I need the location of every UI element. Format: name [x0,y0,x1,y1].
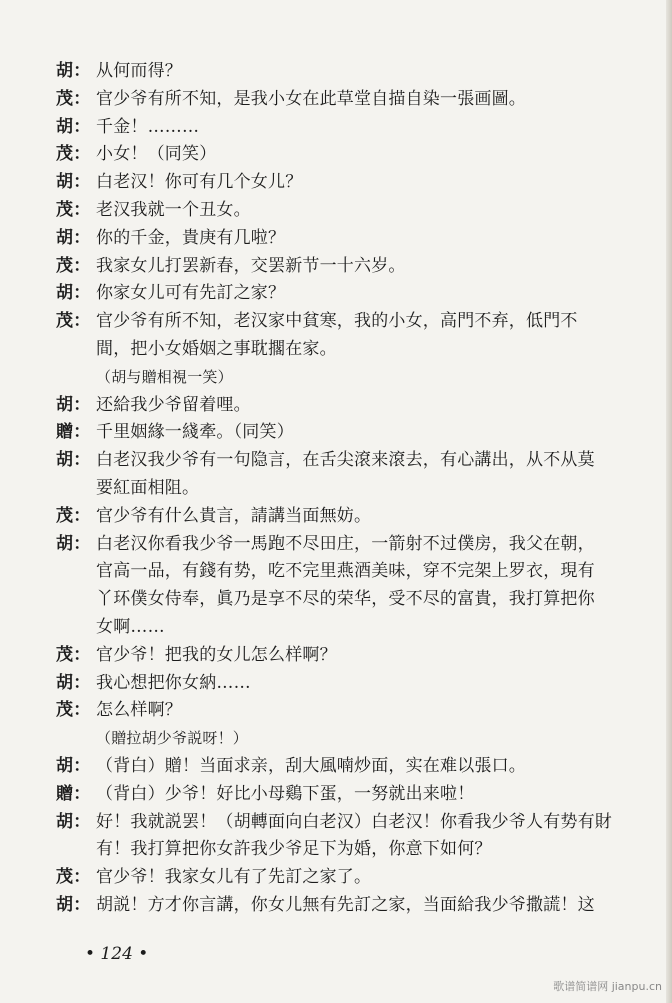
dialogue-line [56,614,656,642]
line-text: 有！我打算把你女許我少爷足下为婚，你意下如何？ [96,839,492,860]
speaker-label: 胡： [56,755,91,776]
dialogue-line [56,475,656,503]
line-text: 千里姻緣一綫牽。（同笑） [96,422,294,443]
speaker-label: 胡： [56,450,91,471]
line-text: 白老汉！你可有几个女儿？ [96,172,303,193]
speaker-label: 胡： [56,227,91,248]
page-number: • 124 • [85,944,149,964]
speaker-label: 胡： [56,811,91,832]
line-text: 官少爷！把我的女儿怎么样啊？ [96,644,337,665]
line-text: 你的千金，貴庚有几啦？ [96,227,286,248]
line-text: 白老汉我少爷有一句隐言，在舌尖滾来滾去，有心講出，从不从莫 [96,450,595,471]
dialogue-line [56,141,656,169]
dialogue-line [56,336,656,364]
dialogue-line [56,225,656,253]
speaker-label: 茂： [56,311,91,332]
dialogue-line [56,364,656,392]
dialogue-line [56,781,656,809]
line-text: 好！我就説罢！（胡轉面向白老汉）白老汉！你看我少爷人有势有財 [96,811,612,832]
speaker-label: 茂： [56,255,91,276]
speaker-label: 贈： [56,422,91,443]
dialogue-line [56,447,656,475]
line-text: （背白）少爷！好比小母鷄下蛋，一努就出来啦！ [96,783,475,804]
line-text: 官高一品，有錢有势，吃不完里燕酒美味，穿不完架上罗衣，現有 [96,561,595,582]
line-text: （胡与贈相視一笑） [96,367,233,386]
dialogue-line [56,253,656,281]
line-text: 女啊…… [96,616,165,637]
dialogue-line [56,642,656,670]
speaker-label: 茂： [56,505,91,526]
dialogue-line [56,280,656,308]
dialogue-line [56,58,656,86]
dialogue-line [56,586,656,614]
dialogue-line [56,697,656,725]
dialogue-line [56,753,656,781]
line-text: 小女！（同笑） [96,144,217,165]
dialogue-line [56,892,656,920]
line-text: （贈拉胡少爷説呀！） [96,729,249,748]
line-text: 还給我少爷留着哩。 [96,394,251,415]
speaker-label: 贈： [56,783,91,804]
dialogue-lines [56,58,656,920]
dialogue-line [56,419,656,447]
speaker-label: 胡： [56,116,91,137]
line-text: 官少爷有所不知，是我小女在此草堂自描自染一張画圖。 [96,88,526,109]
speaker-label: 茂： [56,199,91,220]
dialogue-line [56,86,656,114]
line-text: 要紅面相阻。 [96,477,200,498]
line-text: 官少爷有什么貴言，請講当面無妨。 [96,505,372,526]
speaker-label: 胡： [56,894,91,915]
speaker-label: 茂： [56,700,91,721]
line-text: 我心想把你女納…… [96,672,251,693]
speaker-label: 胡： [56,172,91,193]
line-text: 怎么样啊？ [96,700,182,721]
watermark: 歌谱简谱网 jianpu.cn [553,980,662,993]
line-text: 官少爷有所不知，老汉家中貧寒，我的小女，高門不弃，低門不 [96,311,578,332]
line-text: 間，把小女婚姻之事耽擱在家。 [96,338,337,359]
speaker-label: 茂： [56,88,91,109]
dialogue-line [56,114,656,142]
dialogue-line [56,809,656,837]
dialogue-line [56,864,656,892]
dialogue-line [56,503,656,531]
speaker-label: 胡： [56,672,91,693]
speaker-label: 茂： [56,144,91,165]
line-text: 胡説！方才你言講，你女儿無有先訂之家，当面給我少爷撒謊！这 [96,894,595,915]
line-text: 老汉我就一个丑女。 [96,199,251,220]
line-text: 我家女儿打罢新春，交罢新节一十六岁。 [96,255,406,276]
line-text: 白老汉你看我少爷一馬跑不尽田庄，一箭射不过僕房，我父在朝， [96,533,595,554]
dialogue-line [56,308,656,336]
dialogue-line [56,531,656,559]
dialogue-line [56,836,656,864]
speaker-label: 胡： [56,283,91,304]
speaker-label: 胡： [56,533,91,554]
dialogue-line [56,197,656,225]
line-text: （背白）贈！当面求亲，刮大風喃炒面，实在难以張口。 [96,755,526,776]
dialogue-line [56,392,656,420]
line-text: 从何而得？ [96,61,182,81]
line-text: 官少爷！我家女儿有了先訂之家了。 [96,867,372,888]
speaker-label: 胡： [56,394,91,415]
line-text: 你家女儿可有先訂之家？ [96,283,286,304]
dialogue-line [56,169,656,197]
line-text: 丫环僕女侍奉，眞乃是享不尽的荣华，受不尽的富貴，我打算把你 [96,589,595,610]
line-text: 千金！……… [96,116,200,137]
speaker-label: 胡： [56,61,91,81]
speaker-label: 茂： [56,644,91,665]
speaker-label: 茂： [56,867,91,888]
page-edge [666,0,672,1003]
dialogue-line [56,725,656,753]
dialogue-line [56,558,656,586]
dialogue-line [56,670,656,698]
